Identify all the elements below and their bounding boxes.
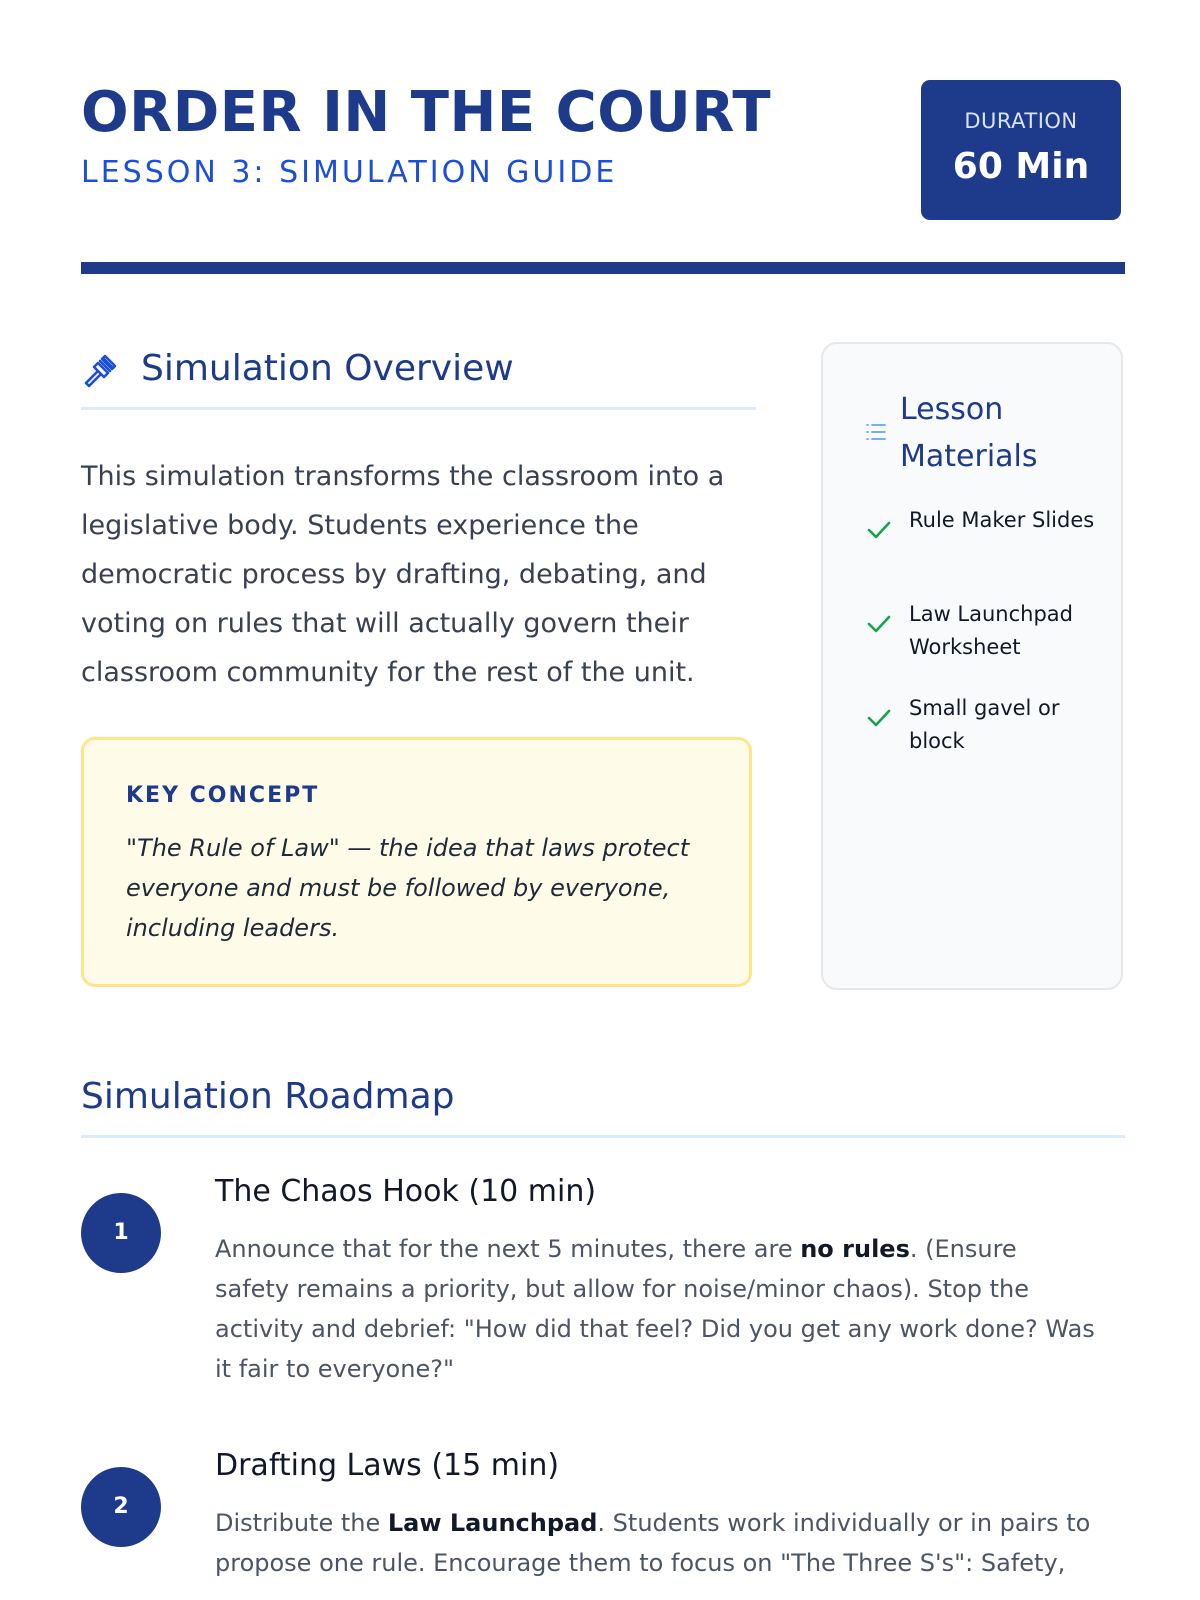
step-text — [215, 1503, 1095, 1583]
material-item — [865, 504, 1105, 574]
materials-title: Lesson Materials — [900, 392, 1038, 474]
gavel-icon — [81, 350, 121, 390]
material-label: Rule Maker Slides — [909, 508, 1095, 532]
roadmap-divider — [81, 1135, 1125, 1138]
check-icon — [865, 610, 893, 638]
check-icon — [865, 704, 893, 732]
header-divider — [81, 262, 1125, 274]
step-text-start: Announce that for the next 5 minutes, there are — [215, 1235, 801, 1263]
step-text-start: Distribute the — [215, 1509, 388, 1537]
step-text-emphasis: no rules — [800, 1235, 910, 1263]
material-item — [865, 598, 1105, 668]
step-text — [215, 1229, 1095, 1389]
step-text-end: . (Ensure safety remains a priority, but allow for noise/minor chaos). Stop the activity and debrief: "How did that feel? Did you get any work done? Was it fair to everyone?" — [215, 1235, 1095, 1383]
key-concept-box — [81, 737, 752, 987]
overview-text: This simulation transforms the classroom into a legislative body. Students experience the democratic process by drafting, debating, and voting on rules that will actually govern their classroom community for the rest of the unit. — [81, 461, 725, 688]
page-header — [81, 80, 1121, 222]
overview-heading — [81, 342, 756, 412]
key-concept-text: "The Rule of Law" — the idea that laws protect everyone and must be followed by everyone, including leaders. — [126, 834, 690, 942]
page-title: ORDER IN THE COURT — [81, 80, 772, 145]
materials-card — [821, 342, 1123, 990]
step-number: 1 — [81, 1193, 161, 1273]
list-icon — [865, 421, 887, 443]
check-icon — [865, 516, 893, 544]
roadmap-title: Simulation Roadmap — [81, 1076, 455, 1117]
overview-divider — [81, 407, 756, 410]
step-text-emphasis: Law Launchpad — [387, 1509, 598, 1537]
key-concept-label: KEY CONCEPT — [126, 783, 320, 808]
material-label: Small gavel or block — [909, 696, 1060, 753]
step-number: 2 — [81, 1467, 161, 1547]
material-label: Law Launchpad Worksheet — [909, 602, 1073, 659]
page-subtitle: LESSON 3: SIMULATION GUIDE — [81, 155, 618, 190]
material-item — [865, 692, 1105, 762]
duration-badge — [921, 80, 1121, 220]
step-title: The Chaos Hook (10 min) — [215, 1174, 597, 1209]
duration-value: 60 Min — [952, 146, 1090, 187]
step-title: Drafting Laws (15 min) — [215, 1448, 560, 1483]
duration-label: DURATION — [964, 109, 1078, 133]
overview-title: Simulation Overview — [141, 348, 514, 389]
step-text-end: . Students work individually or in pairs to propose one rule. Encourage them to focus on "The Three S's": Safety, — [215, 1509, 1091, 1577]
